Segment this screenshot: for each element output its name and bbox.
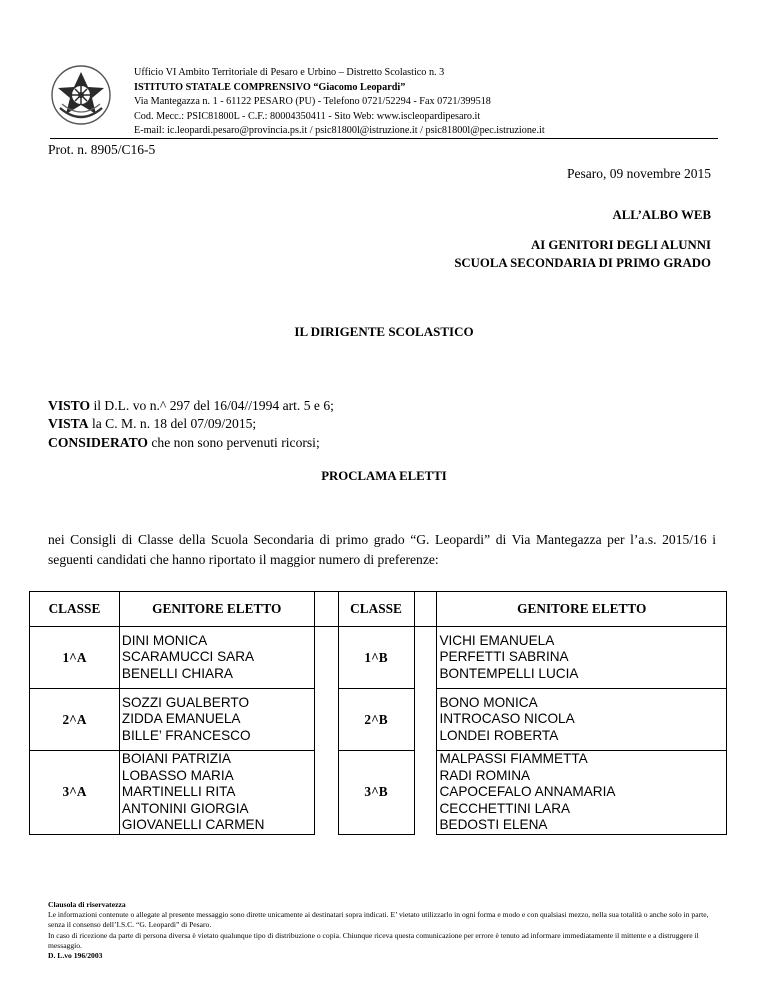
- letterhead: [134, 66, 714, 139]
- class-cell: 2^A: [30, 689, 120, 751]
- footer-text-2: In caso di ricezione da parte di persona diversa è vietato qualunque tipo di distribuzione o copia. Chiunque riceva questa comunicazione per errore è tenuto ad informare immediatamente il mittente e a distruggere il messaggio.: [48, 930, 699, 950]
- place-date: Pesaro, 09 novembre 2015: [567, 166, 711, 181]
- header-class-b: CLASSE: [338, 592, 414, 627]
- preamble: [48, 397, 334, 452]
- letterhead-office: Ufficio VI Ambito Territoriale di Pesaro e Urbino – Distretto Scolastico n. 3: [134, 67, 445, 78]
- recipient-school: SCUOLA SECONDARIA DI PRIMO GRADO: [454, 256, 711, 270]
- preamble-vista: VISTA la C. M. n. 18 del 07/09/2015;: [48, 416, 257, 432]
- header-parent-b: GENITORE ELETTO: [437, 592, 727, 627]
- table-row: [30, 751, 727, 835]
- header-divider: [50, 138, 718, 139]
- class-cell: 1^B: [338, 627, 414, 689]
- preamble-visto: VISTO il D.L. vo n.^ 297 del 16/04//1994 art. 5 e 6;: [48, 398, 334, 413]
- confidentiality-footer: [48, 900, 716, 961]
- class-cell: 3^A: [30, 751, 120, 835]
- names-cell: BOIANI PATRIZIA LOBASSO MARIA MARTINELLI RITA ANTONINI GIORGIA GIOVANELLI CARMEN: [119, 751, 314, 835]
- names-cell: VICHI EMANUELA PERFETTI SABRINA BONTEMPELLI LUCIA: [437, 627, 727, 689]
- table-row: [30, 627, 727, 689]
- footer-law: D. L.vo 196/2003: [48, 951, 103, 961]
- footer-text-1: Le informazioni contenute o allegate al presente messaggio sono dirette unicamente ai destinatari sopra indicati. E’ vietato utilizzarlo in ogni forma e modo e con qualsiasi mezzo, nella sua totalità o anche solo in parte, senza il consenso dell’I.S.C. “G. Leopardi” di Pesaro.: [48, 910, 709, 930]
- class-cell: 2^B: [338, 689, 414, 751]
- names-cell: DINI MONICA SCARAMUCCI SARA BENELLI CHIARA: [119, 627, 314, 689]
- recipient-parents: AI GENITORI DEGLI ALUNNI: [530, 238, 711, 252]
- table-header-row: [30, 592, 727, 627]
- class-cell: 1^A: [30, 627, 120, 689]
- names-cell: MALPASSI FIAMMETTA RADI ROMINA CAPOCEFALO ANNAMARIA CECCHETTINI LARA BEDOSTI ELENA: [437, 751, 727, 835]
- italian-republic-emblem-icon: [50, 64, 112, 126]
- protocol-number: Prot. n. 8905/C16-5: [48, 142, 156, 157]
- names-cell: BONO MONICA INTROCASO NICOLA LONDEI ROBERTA: [437, 689, 727, 751]
- intro-paragraph: nei Consigli di Classe della Scuola Secondaria di primo grado “G. Leopardi” di Via Mantegazza per l’a.s. 2015/16 i seguenti candidati che hanno riportato il maggior numero di preferenze:: [48, 532, 716, 567]
- proclama-heading: PROCLAMA ELETTI: [321, 469, 447, 483]
- header-parent-a: GENITORE ELETTO: [119, 592, 314, 627]
- elected-parents-table: [29, 591, 727, 835]
- recipient-albo-web: ALL’ALBO WEB: [612, 208, 711, 222]
- header-class-a: CLASSE: [30, 592, 120, 627]
- recipients: [454, 206, 711, 272]
- letterhead-address: Via Mantegazza n. 1 - 61122 PESARO (PU) - Telefono 0721/52294 - Fax 0721/399518: [134, 96, 491, 108]
- dirigente-heading: IL DIRIGENTE SCOLASTICO: [294, 324, 474, 339]
- names-cell: SOZZI GUALBERTO ZIDDA EMANUELA BILLE’ FRANCESCO: [119, 689, 314, 751]
- letterhead-codes: Cod. Mecc.: PSIC81800L - C.F.: 80004350411 - Sito Web: www.iscleopardipesaro.it: [134, 110, 481, 122]
- letterhead-emails: E-mail: ic.leopardi.pesaro@provincia.ps.it / psic81800l@istruzione.it / psic81800l@pec.istruzione.it: [134, 125, 545, 137]
- class-cell: 3^B: [338, 751, 414, 835]
- letterhead-school-name: ISTITUTO STATALE COMPRENSIVO “Giacomo Leopardi”: [134, 81, 406, 93]
- table-row: [30, 689, 727, 751]
- footer-title: Clausola di riservatezza: [48, 900, 126, 909]
- preamble-considerato: CONSIDERATO che non sono pervenuti ricorsi;: [48, 434, 320, 450]
